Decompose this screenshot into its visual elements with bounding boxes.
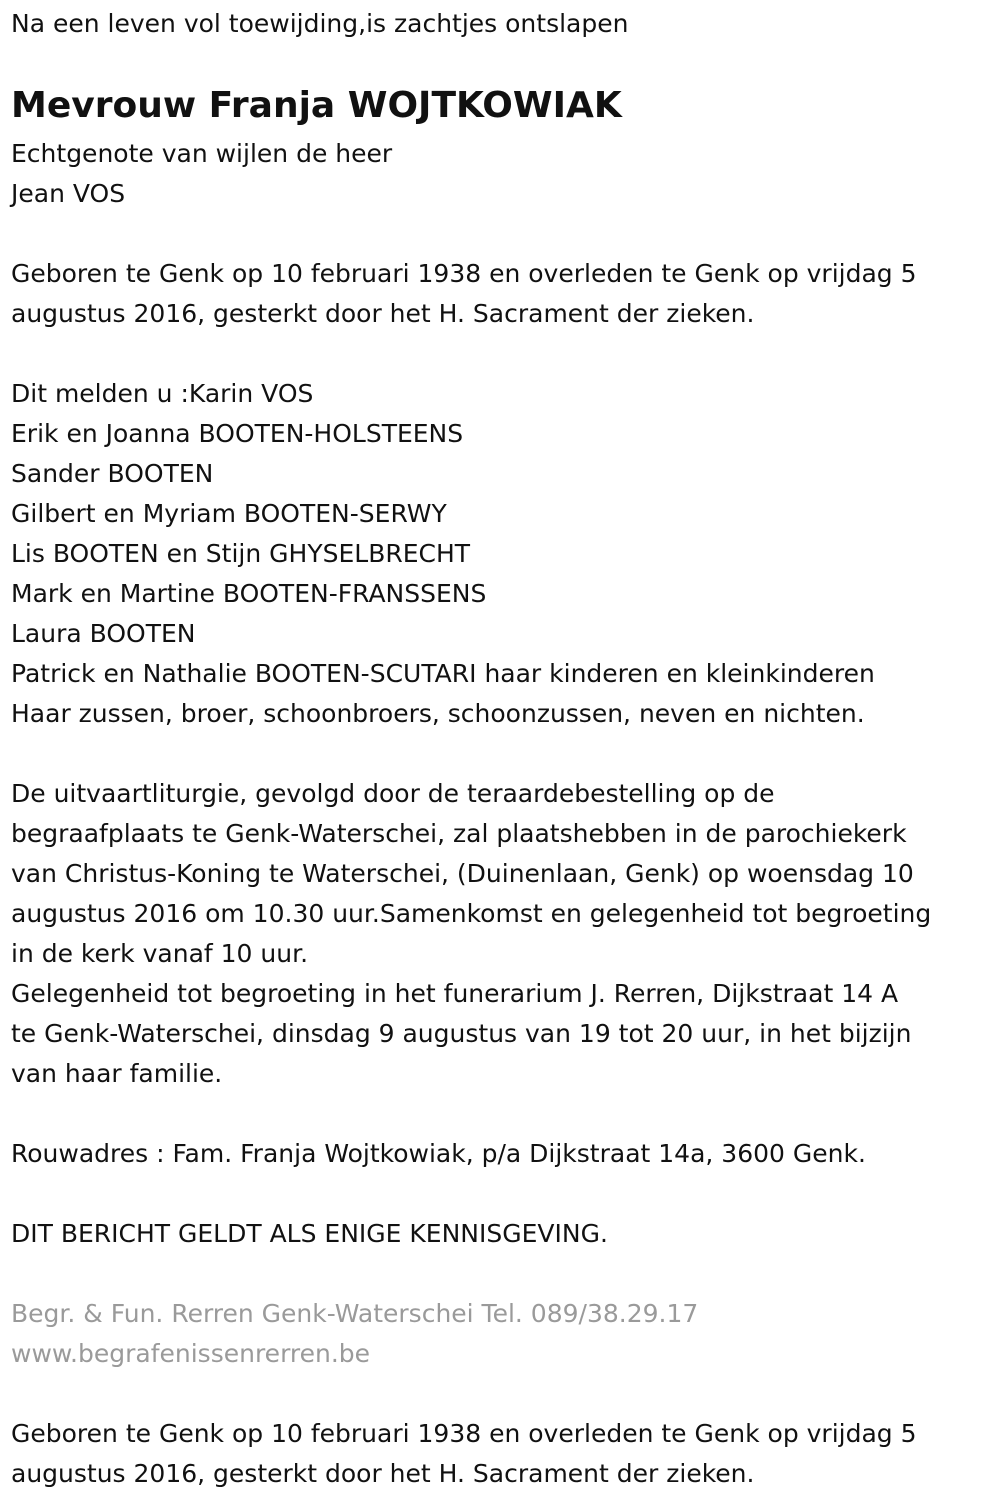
birth-death-line-2: augustus 2016, gesterkt door het H. Sacrament der zieken. [11,299,755,328]
family-line: Patrick en Nathalie BOOTEN-SCUTARI haar kinderen en kleinkinderen [11,659,875,688]
mourning-address: Rouwadres : Fam. Franja Wojtkowiak, p/a Dijkstraat 14a, 3600 Genk. [11,1139,866,1168]
spouse-line-2: Jean VOS [11,179,126,208]
undertaker-info: Begr. & Fun. Rerren Genk-Waterschei Tel. 089/38.29.17 [11,1299,699,1328]
funeral-line: De uitvaartliturgie, gevolgd door de teraardebestelling op de [11,779,775,808]
funeral-line: te Genk-Waterschei, dinsdag 9 augustus van 19 tot 20 uur, in het bijzijn [11,1019,912,1048]
family-line: Dit melden u :Karin VOS [11,379,314,408]
funeral-line: van Christus-Koning te Waterschei, (Duinenlaan, Genk) op woensdag 10 [11,859,914,888]
family-line: Erik en Joanna BOOTEN-HOLSTEENS [11,419,464,448]
family-line: Laura BOOTEN [11,619,196,648]
family-line: Mark en Martine BOOTEN-FRANSSENS [11,579,487,608]
funeral-line: in de kerk vanaf 10 uur. [11,939,309,968]
family-line: Haar zussen, broer, schoonbroers, schoonzussen, neven en nichten. [11,699,865,728]
funeral-line: Gelegenheid tot begroeting in het funerarium J. Rerren, Dijkstraat 14 A [11,979,899,1008]
repeat-line-1: Geboren te Genk op 10 februari 1938 en overleden te Genk op vrijdag 5 [11,1419,917,1448]
family-line: Sander BOOTEN [11,459,214,488]
notice-text: DIT BERICHT GELDT ALS ENIGE KENNISGEVING. [11,1219,608,1248]
spouse-line-1: Echtgenote van wijlen de heer [11,139,393,168]
funeral-line: van haar familie. [11,1059,223,1088]
family-line: Lis BOOTEN en Stijn GHYSELBRECHT [11,539,471,568]
funeral-line: begraafplaats te Genk-Waterschei, zal plaatshebben in de parochiekerk [11,819,907,848]
undertaker-website: www.begrafenissenrerren.be [11,1339,371,1368]
repeat-line-2: augustus 2016, gesterkt door het H. Sacrament der zieken. [11,1459,755,1488]
birth-death-line-1: Geboren te Genk op 10 februari 1938 en overleden te Genk op vrijdag 5 [11,259,917,288]
deceased-name: Mevrouw Franja WOJTKOWIAK [11,85,622,126]
family-line: Gilbert en Myriam BOOTEN-SERWY [11,499,447,528]
funeral-line: augustus 2016 om 10.30 uur.Samenkomst en gelegenheid tot begroeting [11,899,932,928]
intro-text: Na een leven vol toewijding,is zachtjes ontslapen [11,9,629,38]
